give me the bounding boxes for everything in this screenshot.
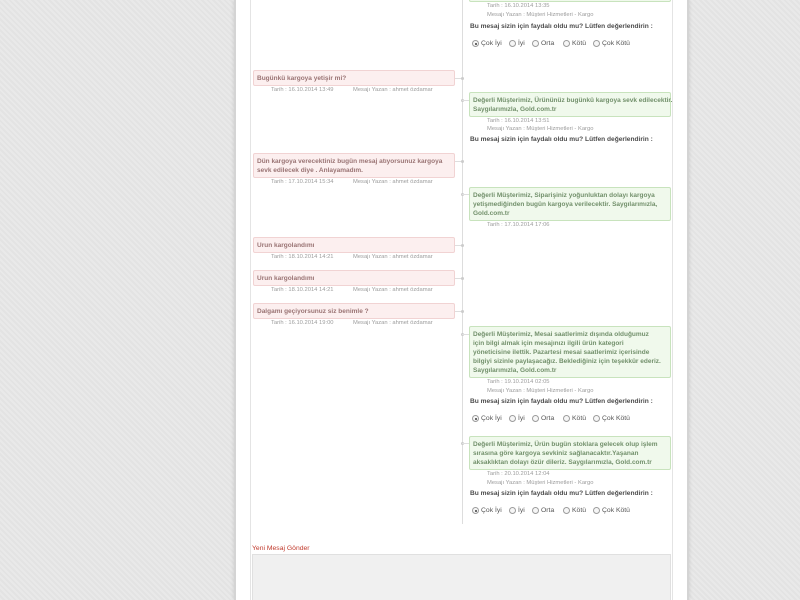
timeline-node bbox=[461, 244, 464, 247]
radio-button[interactable] bbox=[509, 40, 516, 47]
rating-option-label: İyi bbox=[518, 507, 525, 514]
timeline-connector bbox=[462, 194, 469, 195]
radio-button[interactable] bbox=[472, 40, 479, 47]
message-text: Değerli Müşterimiz, Ürün bugün stoklara gelecek olup işlem bbox=[473, 441, 658, 448]
radio-button[interactable] bbox=[593, 415, 600, 422]
message-date: Tarih : 17.10.2014 17:06 bbox=[487, 222, 550, 228]
support-message bbox=[469, 436, 671, 470]
rating-option-kotu[interactable] bbox=[563, 414, 586, 423]
rating-option-iyi[interactable] bbox=[509, 414, 525, 423]
message-text: Saygılarımızla, Gold.com.tr bbox=[473, 106, 557, 113]
radio-button[interactable] bbox=[563, 415, 570, 422]
rating-option-cok-kotu[interactable] bbox=[593, 506, 630, 515]
radio-button[interactable] bbox=[593, 507, 600, 514]
message-text: Bugünkü kargoya yetişir mi? bbox=[257, 75, 347, 82]
message-author: Mesajı Yazan : Müşteri Hizmetleri - Kargo bbox=[487, 12, 594, 18]
message-date: Tarih : 16.10.2014 19:00 bbox=[271, 320, 334, 326]
rating-question: Bu mesaj sizin için faydalı oldu mu? Lütfen değerlendirin : bbox=[470, 490, 653, 497]
support-message bbox=[469, 326, 671, 378]
message-text: Gold.com.tr bbox=[473, 210, 510, 217]
rating-option-label: Çok Kötü bbox=[602, 507, 630, 514]
radio-button[interactable] bbox=[532, 40, 539, 47]
message-text: sevk edilecek diye . Anlayamadım. bbox=[257, 167, 363, 174]
radio-button[interactable] bbox=[472, 507, 479, 514]
rating-option-orta[interactable] bbox=[532, 39, 554, 48]
message-text: bilgiyi sizinle paylaşacağız. Beklediğiniz için teşekkür ederiz. bbox=[473, 358, 661, 365]
message-text: sırasına göre kargoya sevkiniz sağlanacaktır.Yaşanan bbox=[473, 450, 639, 457]
message-author: Mesajı Yazan : ahmet özdamar bbox=[353, 287, 433, 293]
timeline-node bbox=[461, 160, 464, 163]
rating-option-cok-iyi[interactable] bbox=[472, 506, 502, 515]
support-message bbox=[469, 92, 671, 117]
radio-button[interactable] bbox=[532, 507, 539, 514]
rating-option-label: İyi bbox=[518, 415, 525, 422]
rating-option-kotu[interactable] bbox=[563, 39, 586, 48]
message-text: aksaklıktan dolayı özür dileriz. Saygılarımızla, Gold.com.tr bbox=[473, 459, 652, 466]
message-text: Urun kargolandımı bbox=[257, 242, 315, 249]
message-text: Değerli Müşterimiz, Ürününüz bugünkü kargoya sevk edilecektir. bbox=[473, 97, 673, 104]
timeline-connector bbox=[462, 443, 469, 444]
radio-button[interactable] bbox=[509, 415, 516, 422]
message-author: Mesajı Yazan : ahmet özdamar bbox=[353, 179, 433, 185]
customer-message bbox=[253, 153, 455, 178]
message-text: Urun kargolandımı bbox=[257, 275, 315, 282]
message-text: Dalgamı geçiyorsunuz siz benimle ? bbox=[257, 308, 369, 315]
timeline-node bbox=[461, 77, 464, 80]
rating-option-kotu[interactable] bbox=[563, 506, 586, 515]
message-date: Tarih : 17.10.2014 15:34 bbox=[271, 179, 334, 185]
timeline-node bbox=[461, 277, 464, 280]
rating-option-label: Çok Kötü bbox=[602, 40, 630, 47]
rating-question: Bu mesaj sizin için faydalı oldu mu? Lütfen değerlendirin : bbox=[470, 136, 653, 143]
message-date: Tarih : 16.10.2014 13:51 bbox=[487, 118, 550, 124]
rating-option-iyi[interactable] bbox=[509, 506, 525, 515]
rating-option-label: Kötü bbox=[572, 40, 586, 47]
rating-option-label: Orta bbox=[541, 507, 555, 514]
rating-option-iyi[interactable] bbox=[509, 39, 525, 48]
rating-option-label: Kötü bbox=[572, 415, 586, 422]
message-text: için bilgi almak için mesajınızı ilgili ürün kategori bbox=[473, 340, 624, 347]
radio-button[interactable] bbox=[532, 415, 539, 422]
radio-button[interactable] bbox=[563, 507, 570, 514]
radio-button[interactable] bbox=[472, 415, 479, 422]
customer-message bbox=[253, 70, 455, 86]
rating-question: Bu mesaj sizin için faydalı oldu mu? Lütfen değerlendirin : bbox=[470, 23, 653, 30]
rating-options bbox=[472, 414, 642, 423]
customer-message bbox=[253, 270, 455, 286]
message-author: Mesajı Yazan : Müşteri Hizmetleri - Kargo bbox=[487, 480, 594, 486]
message-author: Mesajı Yazan : ahmet özdamar bbox=[353, 254, 433, 260]
message-date: Tarih : 18.10.2014 14:21 bbox=[271, 287, 334, 293]
radio-button[interactable] bbox=[563, 40, 570, 47]
rating-options bbox=[472, 39, 642, 48]
radio-button[interactable] bbox=[593, 40, 600, 47]
message-author: Mesajı Yazan : Müşteri Hizmetleri - Kargo bbox=[487, 126, 594, 132]
message-author: Mesajı Yazan : ahmet özdamar bbox=[353, 320, 433, 326]
message-text: Değerli Müşterimiz, Siparişiniz yoğunluktan dolayı kargoya bbox=[473, 192, 655, 199]
message-text: Dün kargoya verecektiniz bugün mesaj atıyorsunuz kargoya bbox=[257, 158, 443, 165]
new-message-title: Yeni Mesaj Gönder bbox=[252, 545, 310, 552]
message-date: Tarih : 19.10.2014 02:05 bbox=[487, 379, 550, 385]
message-author: Mesajı Yazan : Müşteri Hizmetleri - Kargo bbox=[487, 388, 594, 394]
timeline-connector bbox=[462, 100, 469, 101]
message-date: Tarih : 20.10.2014 12:04 bbox=[487, 471, 550, 477]
message-text: Değerli Müşterimiz, Mesai saatlerimiz dışında olduğumuz bbox=[473, 331, 649, 338]
rating-option-label: Orta bbox=[541, 415, 555, 422]
timeline-connector bbox=[462, 334, 469, 335]
message-text: yöneticisine ilettik. Pazartesi mesai saatlerimiz içerisinde bbox=[473, 349, 650, 356]
radio-button[interactable] bbox=[509, 507, 516, 514]
rating-option-label: Orta bbox=[541, 40, 555, 47]
support-message bbox=[469, 0, 671, 2]
message-date: Tarih : 16.10.2014 13:49 bbox=[271, 87, 334, 93]
rating-option-label: Çok İyi bbox=[481, 40, 502, 47]
rating-option-orta[interactable] bbox=[532, 506, 554, 515]
rating-option-cok-iyi[interactable] bbox=[472, 39, 502, 48]
rating-option-label: Kötü bbox=[572, 507, 586, 514]
rating-options bbox=[472, 506, 642, 515]
new-message-textarea[interactable] bbox=[252, 554, 671, 600]
rating-option-label: Çok İyi bbox=[481, 415, 502, 422]
rating-option-cok-kotu[interactable] bbox=[593, 39, 630, 48]
customer-message bbox=[253, 237, 455, 253]
timeline-node bbox=[461, 310, 464, 313]
message-date: Tarih : 18.10.2014 14:21 bbox=[271, 254, 334, 260]
customer-message bbox=[253, 303, 455, 319]
message-text: Saygılarımızla, Gold.com.tr bbox=[473, 367, 557, 374]
rating-option-cok-iyi[interactable] bbox=[472, 414, 502, 423]
message-text: yetişmediğinden bugün kargoya verilecektir. Saygılarımızla, bbox=[473, 201, 658, 208]
rating-option-label: İyi bbox=[518, 40, 525, 47]
message-date: Tarih : 16.10.2014 13:35 bbox=[487, 3, 550, 9]
rating-option-orta[interactable] bbox=[532, 414, 554, 423]
rating-option-label: Çok İyi bbox=[481, 507, 502, 514]
message-author: Mesajı Yazan : ahmet özdamar bbox=[353, 87, 433, 93]
rating-option-label: Çok Kötü bbox=[602, 415, 630, 422]
rating-option-cok-kotu[interactable] bbox=[593, 414, 630, 423]
support-message bbox=[469, 187, 671, 221]
rating-question: Bu mesaj sizin için faydalı oldu mu? Lütfen değerlendirin : bbox=[470, 398, 653, 405]
